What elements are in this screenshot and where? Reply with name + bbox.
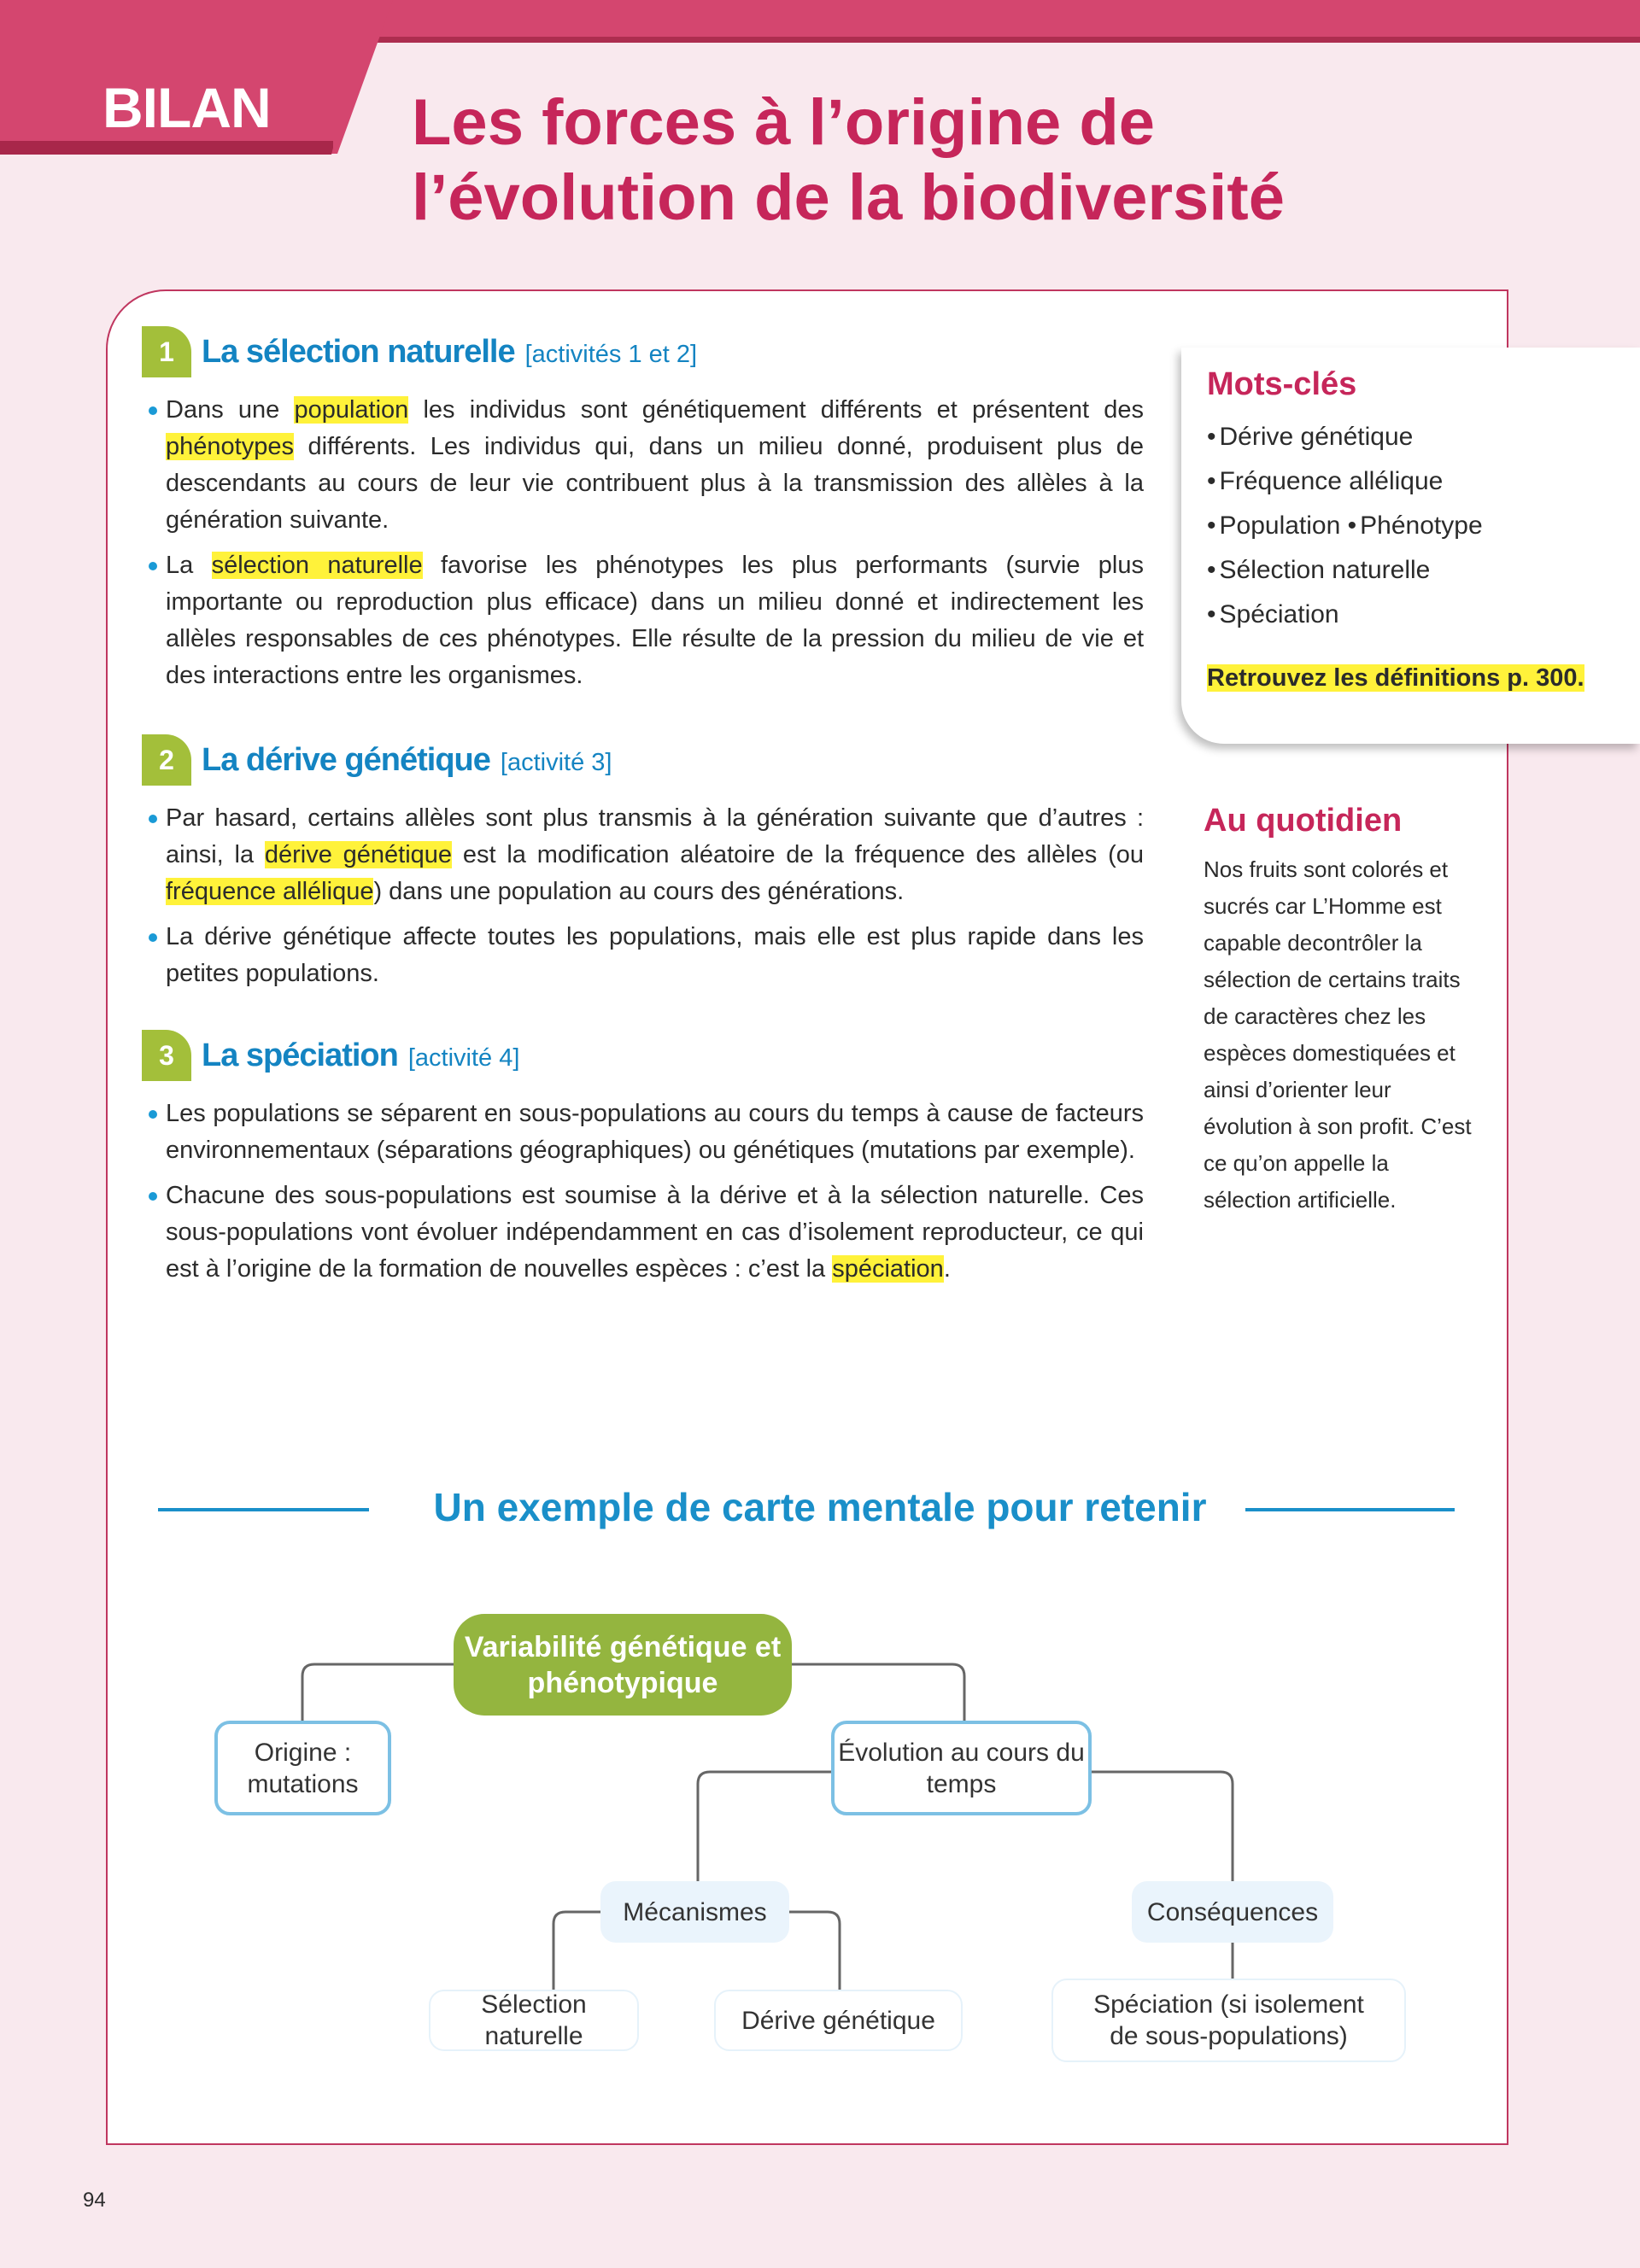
au-quotidien-text: Nos fruits sont colorés et sucrés car L’Homme est capable decontrôler la sélection de certains traits de caractères chez les espèces domestiquées et ainsi d’orienter leur évolution à son profit. C’est ce qu’on appelle la sélection artificielle.	[1204, 856, 1472, 1213]
bilan-label: BILAN	[102, 76, 271, 139]
text: ) dans une population au cours des générations.	[373, 878, 905, 905]
keyword: • Dérive génétique	[1207, 423, 1413, 451]
title-line-2: l’évolution de la biodiversité	[412, 161, 1285, 234]
keyword: • Population	[1207, 511, 1340, 540]
section-activity: [activité 3]	[500, 748, 612, 776]
keyword: • Fréquence allélique	[1207, 467, 1443, 495]
text: .	[943, 1255, 951, 1283]
text: différents. Les individus qui, dans un milieu donné, produisent plus de descendants au cours de leur vie contribuent plus à la transmission des allèles à la génération suivante.	[166, 433, 1144, 534]
node-evolution: Évolution au cours du temps	[831, 1721, 1092, 1815]
node-derive: Dérive génétique	[714, 1990, 963, 2051]
node-mecanismes: Mécanismes	[600, 1881, 789, 1943]
au-quotidien-title: Au quotidien	[1204, 803, 1403, 839]
definitions-note: Retrouvez les définitions p. 300.	[1207, 664, 1584, 692]
text: Chacune des sous-populations est soumise à la dérive et à la sélection naturelle. Ces sous-populations vont évoluer indépendamment en cas d’isolement reproducteur, ce qui est à l’origine de la formation de nouvelles espèces : c’est la	[166, 1182, 1144, 1283]
connector	[698, 1772, 831, 1881]
text: La	[166, 552, 212, 579]
node-speciation: Spéciation (si isolement de sous-populations)	[1051, 1979, 1406, 2062]
section-activity: [activité 4]	[407, 1043, 520, 1072]
section-title: La sélection naturelle	[202, 333, 515, 370]
node-variabilite: Variabilité génétique et phénotypique	[454, 1614, 792, 1716]
section-title: La spéciation	[202, 1037, 398, 1073]
highlight: population	[294, 396, 409, 424]
bullet-paragraph: La dérive génétique affecte toutes les populations, mais elle est plus rapide dans les petites populations.	[142, 919, 1144, 992]
text: favorise les phénotypes les plus performants (survie plus importante ou reproduction plus efficace) dans un milieu donné et indirectement les allèles responsables de ces phénotypes. Elle résulte de la pression du milieu de vie et des interactions entre les organismes.	[166, 552, 1144, 689]
bullet-paragraph: Les populations se séparent en sous-populations au cours du temps à cause de facteurs environnementaux (séparations géographiques) ou génétiques (mutations par exemple).	[142, 1096, 1144, 1169]
text: les individus sont génétiquement différents et présentent des	[408, 396, 1144, 424]
page-number: 94	[83, 2189, 106, 2212]
section-activity: [activités 1 et 2]	[524, 340, 698, 368]
keyword: • Spéciation	[1207, 600, 1339, 628]
text: Par hasard, certains allèles sont plus transmis à la génération suivante que d’autres : ainsi, la	[166, 804, 1144, 868]
title-line-1: Les forces à l’origine de	[412, 86, 1156, 159]
keyword: • Phénotype	[1348, 511, 1483, 540]
mindmap-title: Un exemple de carte mentale pour retenir	[433, 1485, 1207, 1529]
connector	[1092, 1772, 1233, 1881]
connector	[302, 1664, 454, 1721]
highlight: dérive génétique	[264, 841, 453, 868]
node-selection: Sélection naturelle	[429, 1990, 639, 2051]
section-number: 3	[142, 1030, 191, 1081]
highlight: phénotypes	[166, 433, 294, 460]
connector	[554, 1912, 600, 1990]
text: Dans une	[166, 396, 295, 424]
connector	[792, 1664, 964, 1721]
highlight: spéciation	[832, 1255, 944, 1283]
highlight: sélection naturelle	[211, 552, 423, 579]
section-title: La dérive génétique	[202, 741, 490, 778]
section-number: 1	[142, 326, 191, 377]
node-origine: Origine : mutations	[214, 1721, 391, 1815]
text: est la modification aléatoire de la fréquence des allèles (ou	[452, 841, 1144, 868]
section-number: 2	[142, 734, 191, 786]
connector	[789, 1912, 840, 1990]
keyword: • Sélection naturelle	[1207, 556, 1430, 584]
keywords-title: Mots-clés	[1207, 366, 1357, 402]
node-consequences: Conséquences	[1132, 1881, 1333, 1943]
highlight: fréquence allélique	[166, 878, 374, 905]
